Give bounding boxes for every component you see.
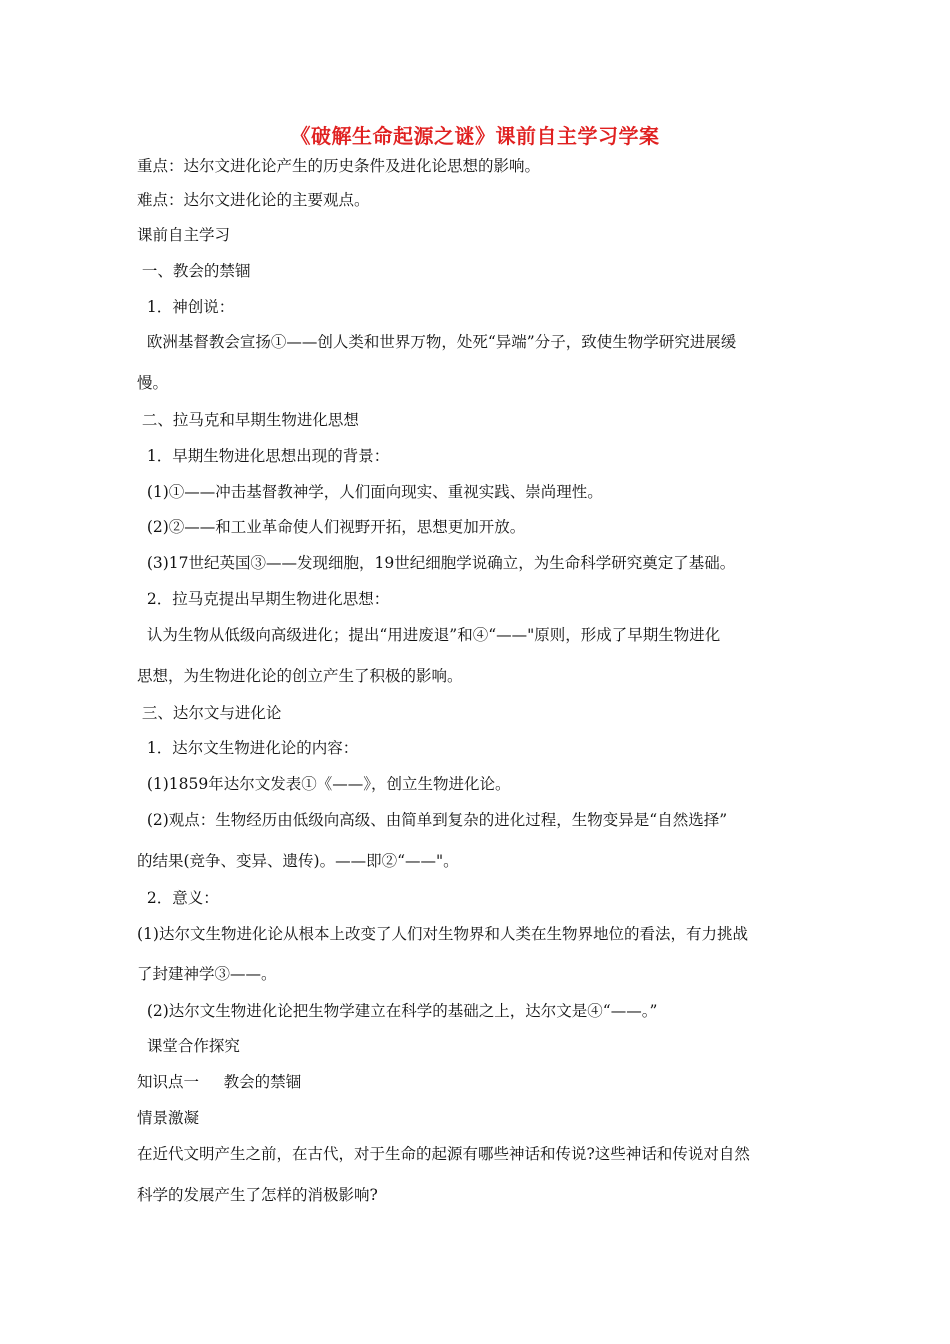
paragraph-line: 欧洲基督教会宣扬①——创人类和世界万物，处死“异端”分子，致使生物学研究进展缓 (137, 333, 737, 351)
difficulty-line: 难点：达尔文进化论的主要观点。 (137, 191, 370, 209)
paragraph-line: 了封建神学③——。 (137, 965, 277, 983)
subsection-heading: 三、达尔文与进化论 (137, 704, 282, 722)
document-title: 《破解生命起源之谜》课前自主学习学案 (290, 124, 660, 148)
paragraph-line: 科学的发展产生了怎样的消极影响? (137, 1186, 378, 1204)
paragraph-line: (1)①——冲击基督教神学，人们面向现实、重视实践、崇尚理性。 (137, 483, 603, 501)
item-heading: 1．早期生物进化思想出现的背景： (137, 447, 390, 465)
paragraph-line: (2)观点：生物经历由低级向高级、由简单到复杂的进化过程，生物变异是“自然选择” (137, 811, 728, 829)
paragraph-line: 思想，为生物进化论的创立产生了积极的影响。 (137, 667, 463, 685)
paragraph-line: (3)17世纪英国③——发现细胞，19世纪细胞学说确立，为生命科学研究奠定了基础。 (137, 554, 736, 572)
item-heading: 2．拉马克提出早期生物进化思想： (137, 590, 390, 608)
subsection-heading: 一、教会的禁锢 (137, 262, 251, 280)
paragraph-line: (2)达尔文生物进化论把生物学建立在科学的基础之上，达尔文是④“——。” (137, 1002, 658, 1020)
paragraph-line: 的结果(竞争、变异、遗传)。——即②“——"。 (137, 852, 459, 870)
paragraph-line: 在近代文明产生之前，在古代，对于生命的起源有哪些神话和传说?这些神话和传说对自然 (137, 1145, 750, 1163)
item-heading: 2．意义： (137, 889, 219, 907)
scenario-heading: 情景激凝 (137, 1109, 200, 1127)
paragraph-line: 慢。 (137, 374, 169, 392)
paragraph-line: 认为生物从低级向高级进化；提出“用进废退”和④“——"原则，形成了早期生物进化 (137, 626, 721, 644)
paragraph-line: (1)达尔文生物进化论从根本上改变了人们对生物界和人类在生物界地位的看法，有力挑战 (137, 925, 748, 943)
key-point-line: 重点：达尔文进化论产生的历史条件及进化论思想的影响。 (137, 157, 541, 175)
item-heading: 1．神创说： (137, 298, 235, 316)
paragraph-line: (2)②——和工业革命使人们视野开拓，思想更加开放。 (137, 518, 526, 536)
section-heading: 课前自主学习 (137, 226, 231, 244)
paragraph-line: (1)1859年达尔文发表①《——》，创立生物进化论。 (137, 775, 511, 793)
section-heading: 课堂合作探究 (137, 1037, 240, 1055)
knowledge-point-heading: 知识点一 教会的禁锢 (137, 1073, 302, 1091)
item-heading: 1．达尔文生物进化论的内容： (137, 739, 359, 757)
subsection-heading: 二、拉马克和早期生物进化思想 (137, 411, 359, 429)
